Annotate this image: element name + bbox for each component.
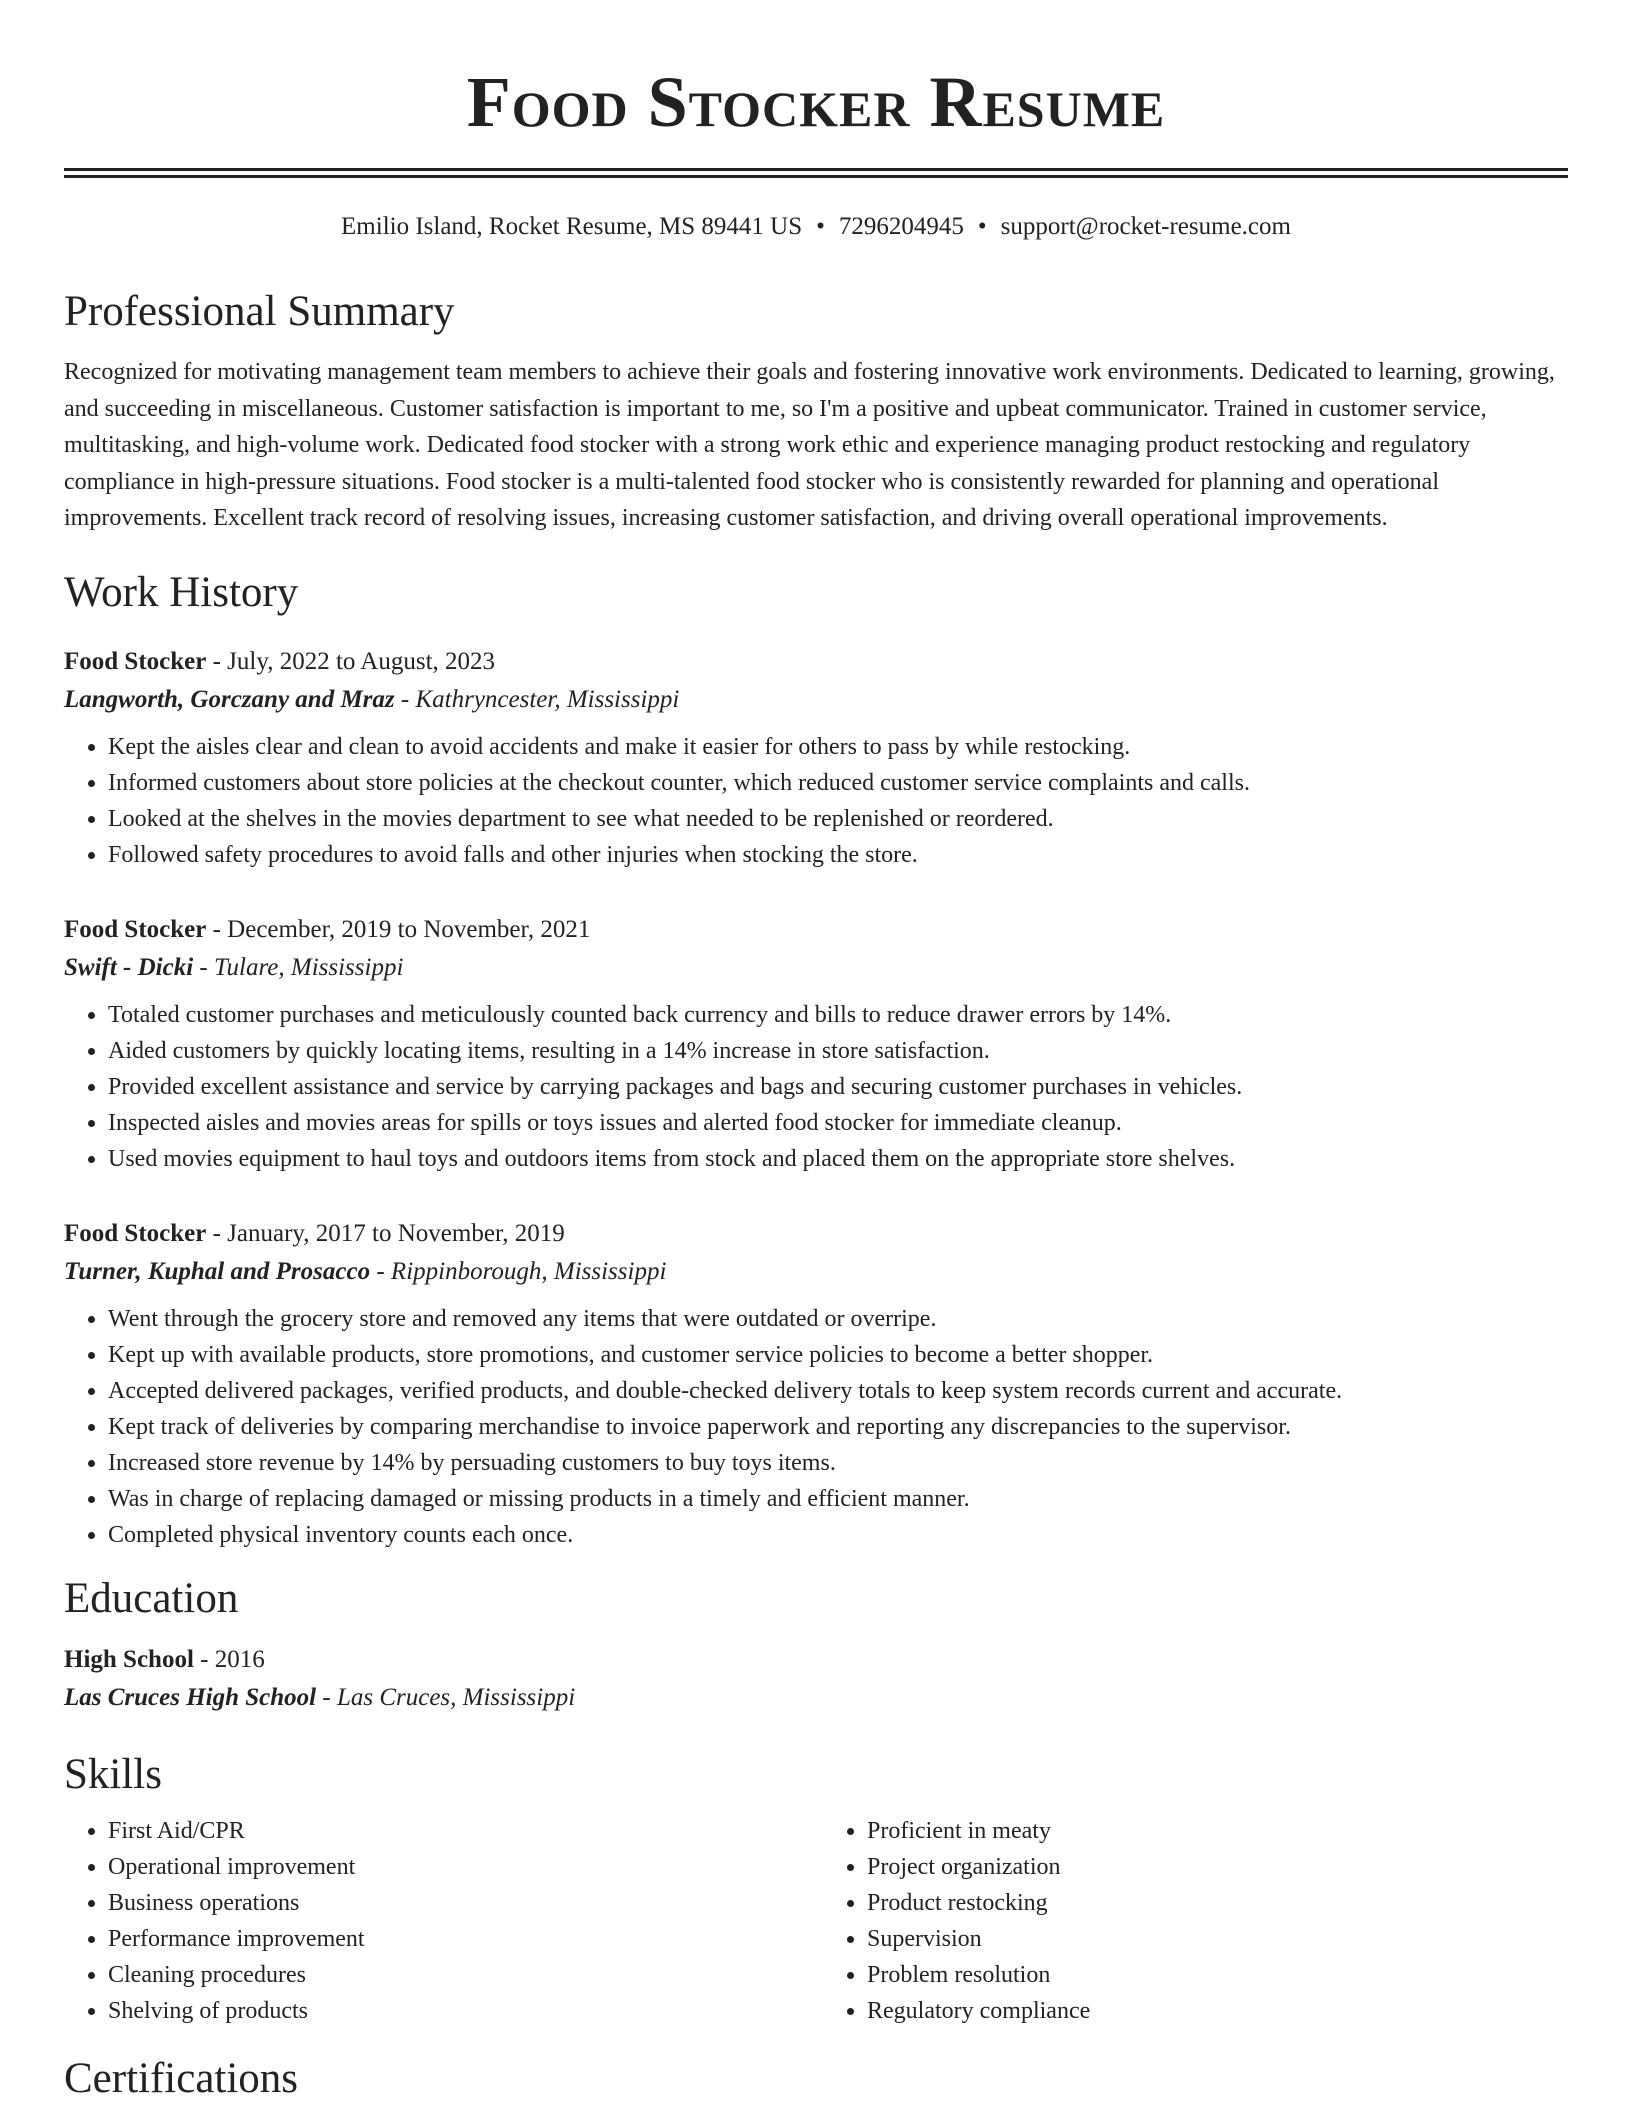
skills-columns — [64, 1813, 1568, 2029]
job-title-line — [64, 643, 1568, 681]
job-entry — [64, 643, 1568, 873]
skill-item: • Project organization — [867, 1849, 1568, 1885]
job-bullet: • Informed customers about store policies at the checkout counter, which reduced customer service complaints and calls. — [108, 765, 1568, 801]
employer-line — [64, 949, 1568, 987]
employer-name: Turner, Kuphal and Prosacco — [64, 1257, 371, 1285]
job-bullet: • Completed physical inventory counts each once. — [108, 1517, 1568, 1553]
job-bullet: • Went through the grocery store and removed any items that were outdated or overripe. — [108, 1301, 1568, 1337]
skills-right-column — [809, 1813, 1568, 2029]
job-bullet: • Followed safety procedures to avoid falls and other injuries when stocking the store. — [108, 837, 1568, 873]
degree-line — [64, 1641, 1568, 1679]
job-bullets — [64, 997, 1568, 1177]
skill-item: • Performance improvement — [108, 1921, 809, 1957]
job-entry — [64, 911, 1568, 1177]
skill-item: • Proficient in meaty — [867, 1813, 1568, 1849]
job-title-line — [64, 1215, 1568, 1253]
skills-left-column — [64, 1813, 809, 2029]
job-dates: - July, 2022 to August, 2023 — [212, 647, 496, 675]
skill-item: • Supervision — [867, 1921, 1568, 1957]
job-bullet: • Looked at the shelves in the movies department to see what needed to be replenished or reordered. — [108, 801, 1568, 837]
job-bullet: • Provided excellent assistance and service by carrying packages and bags and securing customer purchases in vehicles. — [108, 1069, 1568, 1105]
title-divider — [64, 168, 1568, 178]
job-bullet: • Inspected aisles and movies areas for spills or toys issues and alerted food stocker for immediate cleanup. — [108, 1105, 1568, 1141]
employer-location: - Kathryncester, Mississippi — [400, 685, 680, 713]
job-title: Food Stocker — [64, 1219, 207, 1247]
skill-item: • Business operations — [108, 1885, 809, 1921]
contact-line — [64, 210, 1568, 244]
job-bullet: • Used movies equipment to haul toys and outdoors items from stock and placed them on the appropriate store shelves. — [108, 1141, 1568, 1177]
skills-heading: Skills — [64, 1750, 162, 1798]
certifications-heading: Certifications — [64, 2054, 299, 2102]
skill-item: • Problem resolution — [867, 1957, 1568, 1993]
employer-location: - Tulare, Mississippi — [199, 953, 404, 981]
contact-phone: 7296204945 — [838, 213, 964, 240]
skill-item: • Product restocking — [867, 1885, 1568, 1921]
skill-item: • Shelving of products — [108, 1993, 809, 2029]
job-bullet: • Was in charge of replacing damaged or missing products in a timely and efficient manner. — [108, 1481, 1568, 1517]
job-title-line — [64, 911, 1568, 949]
contact-separator: • — [977, 213, 987, 240]
skill-item: • Operational improvement — [108, 1849, 809, 1885]
school-name: Las Cruces High School — [64, 1683, 317, 1711]
job-title: Food Stocker — [64, 915, 207, 943]
job-dates: - December, 2019 to November, 2021 — [212, 915, 591, 943]
job-bullet: • Increased store revenue by 14% by persuading customers to buy toys items. — [108, 1445, 1568, 1481]
job-dates: - January, 2017 to November, 2019 — [212, 1219, 565, 1247]
skill-item: • Regulatory compliance — [867, 1993, 1568, 2029]
contact-address: Emilio Island, Rocket Resume, MS 89441 US — [341, 213, 803, 240]
employer-line — [64, 681, 1568, 719]
job-bullet: • Kept the aisles clear and clean to avoid accidents and make it easier for others to pass by while restocking. — [108, 729, 1568, 765]
school-location: - Las Cruces, Mississippi — [322, 1683, 576, 1711]
job-title: Food Stocker — [64, 647, 207, 675]
contact-email: support@rocket-resume.com — [1000, 213, 1291, 240]
job-bullet: • Aided customers by quickly locating items, resulting in a 14% increase in store satisfaction. — [108, 1033, 1568, 1069]
job-bullet: • Kept track of deliveries by comparing merchandise to invoice paperwork and reporting any discrepancies to the supervisor. — [108, 1409, 1568, 1445]
school-line — [64, 1679, 1568, 1717]
summary-heading: Professional Summary — [64, 288, 455, 335]
job-bullet: • Totaled customer purchases and meticulously counted back currency and bills to reduce drawer errors by 14%. — [108, 997, 1568, 1033]
graduation-year: - 2016 — [200, 1645, 265, 1673]
education-entry — [64, 1641, 1568, 1717]
degree: High School — [64, 1645, 194, 1673]
employer-line — [64, 1253, 1568, 1291]
job-bullets — [64, 1301, 1568, 1553]
job-bullets — [64, 729, 1568, 873]
summary-text: Recognized for motivating management team members to achieve their goals and fostering innovative work environments. Dedicated to learning, growing, and succeeding in miscellaneous. Customer satisfaction is important to me, so I'm a positive and upbeat communicator. Trained in customer service, multitasking, and high-volume work. Dedicated food stocker with a strong work ethic and experience managing product restocking and regulatory compliance in high-pressure situations. Food stocker is a multi-talented food stocker who is consistently rewarded for planning and operational improvements. Excellent track record of resolving issues, increasing customer satisfaction, and driving overall operational improvements. — [64, 359, 1555, 531]
education-heading: Education — [64, 1574, 239, 1622]
employer-name: Langworth, Gorczany and Mraz — [64, 685, 395, 713]
job-bullet: • Kept up with available products, store promotions, and customer service policies to become a better shopper. — [108, 1337, 1568, 1373]
resume-title: Food Stocker Resume — [466, 62, 1166, 142]
employer-name: Swift - Dicki — [64, 953, 194, 981]
contact-separator: • — [816, 213, 825, 240]
skill-item: • Cleaning procedures — [108, 1957, 809, 1993]
job-entry — [64, 1215, 1568, 1553]
skill-item: • First Aid/CPR — [108, 1813, 809, 1849]
work-history-heading: Work History — [64, 568, 299, 616]
resume-page — [64, 0, 1568, 2107]
job-bullet: • Accepted delivered packages, verified products, and double-checked delivery totals to keep system records current and accurate. — [108, 1373, 1568, 1409]
employer-location: - Rippinborough, Mississippi — [376, 1257, 667, 1285]
